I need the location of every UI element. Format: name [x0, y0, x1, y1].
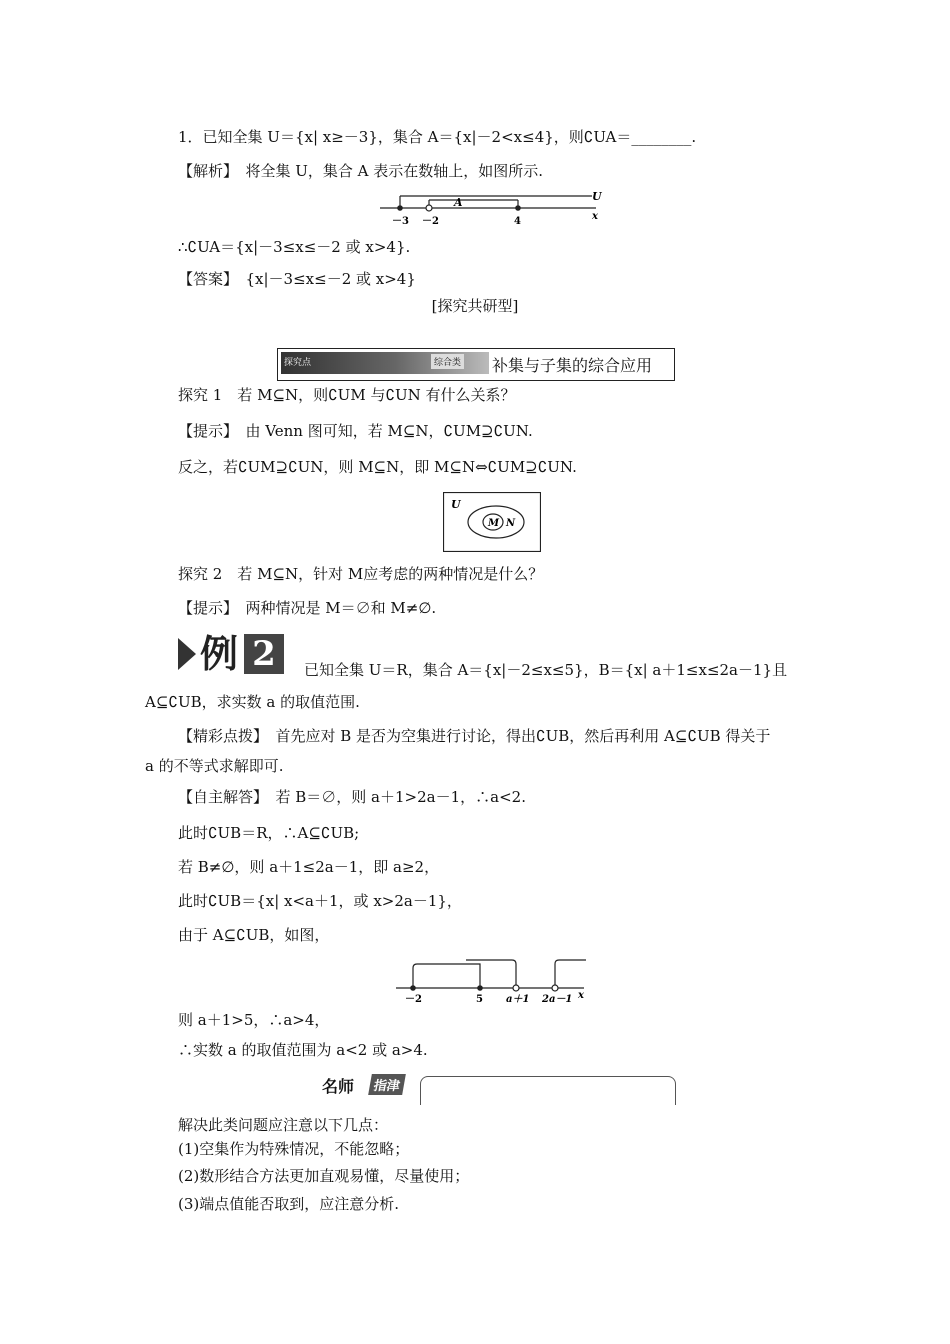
solution-line-4: 此时∁UB＝{x| x<a＋1，或 x>2a－1}， [178, 892, 462, 910]
solution-line-7: ∴实数 a 的取值范围为 a<2 或 a>4. [178, 1041, 428, 1059]
solution-line-6: 则 a＋1>5，∴a>4， [178, 1011, 330, 1029]
tick-label: －2 [422, 216, 439, 227]
note-1: (1)空集作为特殊情况，不能忽略； [178, 1140, 410, 1158]
solution-line-2: 此时∁UB＝R，∴A⊆∁UB; [178, 824, 360, 842]
banner-tag-right: 综合类 [431, 354, 464, 369]
tick-label: －3 [392, 216, 409, 227]
number-line-figure-1 [380, 188, 610, 232]
key-point-line-2: a 的不等式求解即可. [145, 757, 284, 775]
example-2-line-1: 已知全集 U＝R，集合 A＝{x|－2≤x≤5}，B＝{x| a＋1≤x≤2a－1}且 [304, 661, 788, 679]
key-point-line-1: 【精彩点拨】 首先应对 B 是否为空集进行讨论，得出∁UB，然后再利用 A⊆∁UB 得关于 [178, 727, 771, 745]
solution-line-1: 【自主解答】 若 B＝∅，则 a＋1>2a－1，∴a<2. [178, 788, 526, 806]
teacher-tip-header [310, 1074, 676, 1104]
explore-1: 探究 1 若 M⊆N，则∁UM 与∁UN 有什么关系？ [178, 386, 516, 404]
axis-x-label: x [592, 211, 598, 222]
example-arrow-icon [178, 638, 196, 670]
solution-line-3: 若 B≠∅，则 a＋1≤2a－1，即 a≥2， [178, 858, 440, 876]
example-word: 例 [200, 631, 239, 676]
axis-x-label: x [578, 990, 584, 1001]
number-line-figure-2 [396, 956, 596, 1004]
converse-statement: 反之，若∁UM⊇∁UN，则 M⊆N，即 M⊆N⇔∁UM⊇∁UN. [178, 458, 577, 476]
tick-label: a＋1 [506, 994, 530, 1004]
tick-label: 5 [476, 994, 483, 1004]
hint-1: 【提示】 由 Venn 图可知，若 M⊆N，∁UM⊇∁UN. [178, 422, 533, 440]
banner-tag-left: 探究点 [284, 358, 312, 368]
tip-label: 名师 [322, 1077, 355, 1096]
venn-U-label: U [451, 498, 461, 511]
q1-analysis: 【解析】 将全集 U，集合 A 表示在数轴上，如图所示. [178, 162, 544, 180]
set-U-label: U [592, 190, 602, 203]
q1-answer: 【答案】 {x|－3≤x≤－2 或 x>4} [178, 270, 416, 288]
tick-label: 4 [514, 216, 521, 227]
solution-line-5: 由于 A⊆∁UB，如图， [178, 926, 330, 944]
tick-label: －2 [405, 994, 422, 1004]
section-heading: [探究共研型] [431, 297, 519, 315]
note-2: (2)数形结合方法更加直观易懂，尽量使用； [178, 1167, 470, 1185]
note-intro: 解决此类问题应注意以下几点： [178, 1116, 389, 1134]
tip-label-2: 指津 [368, 1074, 406, 1095]
banner-title: 补集与子集的综合应用 [492, 356, 653, 375]
venn-diagram [443, 492, 541, 552]
example-2-line-2: A⊆∁UB，求实数 a 的取值范围. [145, 693, 360, 711]
hint-2: 【提示】 两种情况是 M＝∅和 M≠∅. [178, 599, 437, 617]
example-badge [178, 632, 286, 676]
tip-frame [420, 1076, 676, 1105]
question-1: 1．已知全集 U＝{x| x≥－3}，集合 A＝{x|－2<x≤4}，则∁UA＝________. [178, 128, 697, 146]
example-number: 2 [244, 634, 284, 674]
venn-M-label: M [488, 518, 500, 529]
tick-label: 2a－1 [542, 994, 573, 1004]
set-A-label: A [454, 196, 463, 209]
topic-banner [277, 348, 675, 381]
venn-N-label: N [506, 518, 516, 529]
note-3: (3)端点值能否取到，应注意分析. [178, 1195, 400, 1213]
q1-result: ∴∁UA＝{x|－3≤x≤－2 或 x>4}. [178, 238, 411, 256]
explore-2: 探究 2 若 M⊆N，针对 M应考虑的两种情况是什么？ [178, 565, 544, 583]
